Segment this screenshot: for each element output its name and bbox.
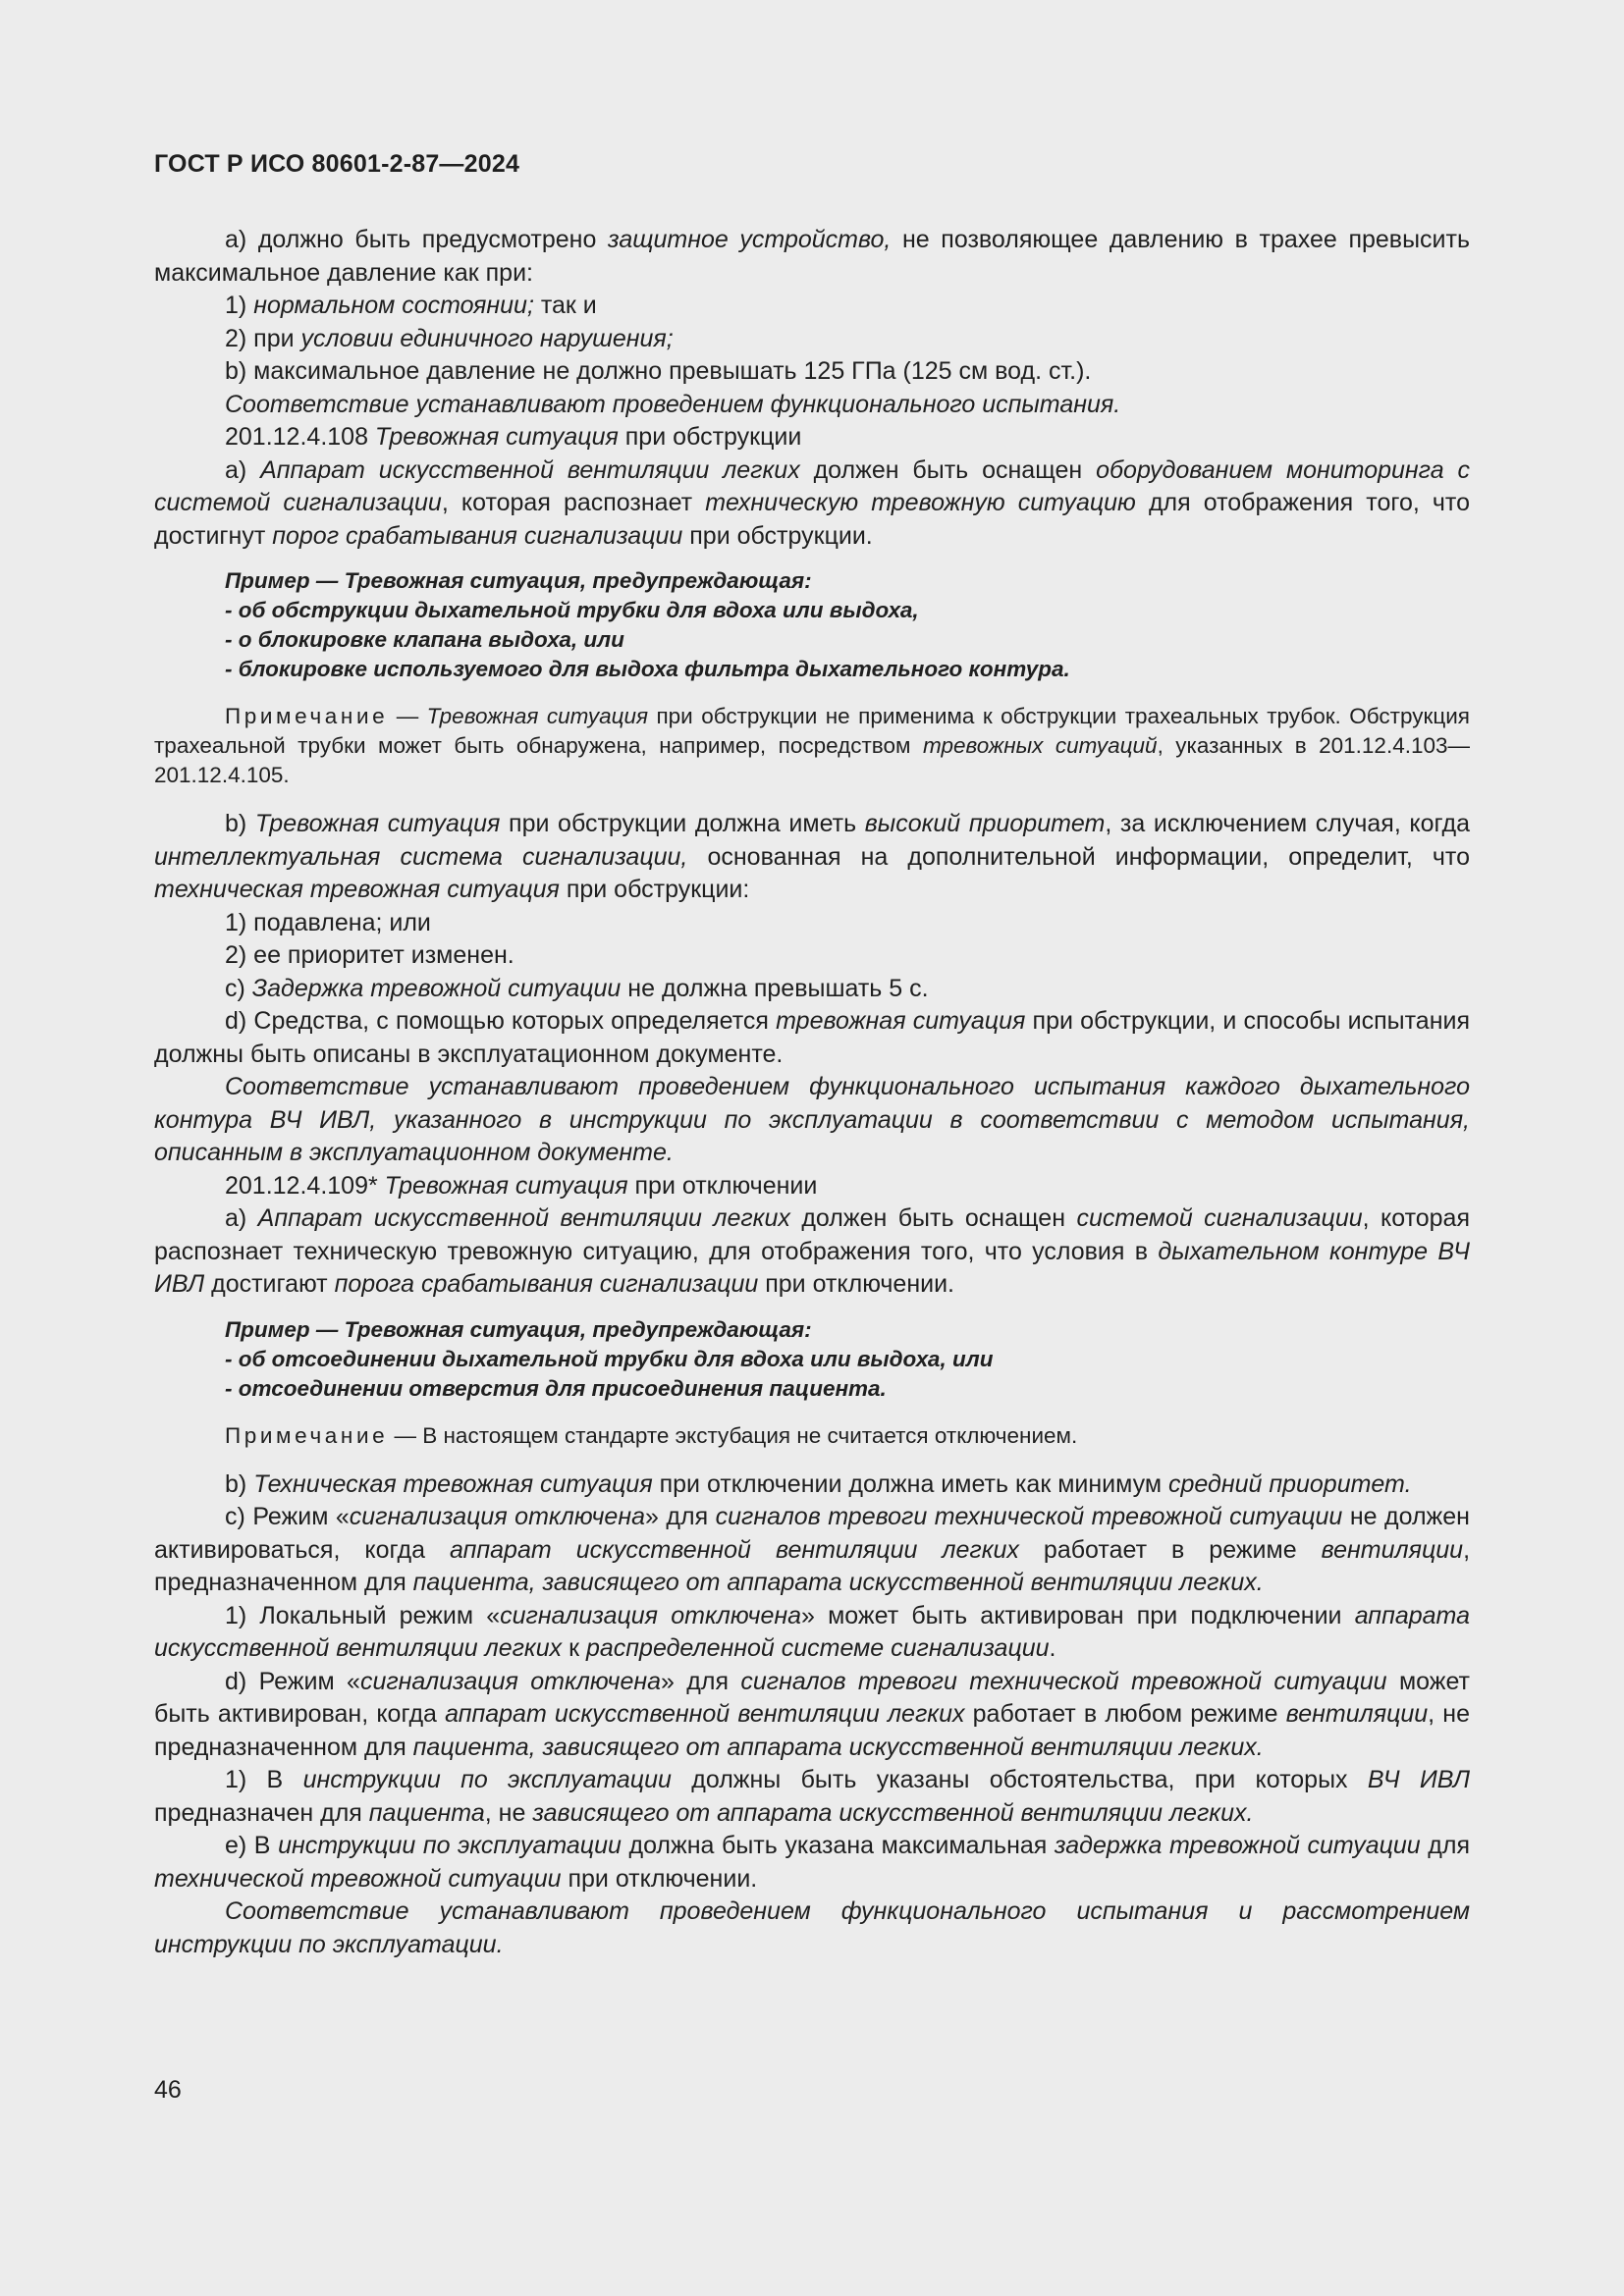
section-heading-201-12-4-109: 201.12.4.109* Тревожная ситуация при отключении — [225, 1171, 818, 1200]
document-header: ГОСТ Р ИСО 80601-2-87—2024 — [154, 150, 520, 178]
note-extubation: Примечание — В настоящем стандарте экстубация не считается отключением. — [225, 1422, 1078, 1448]
paragraph-d-means-described: d) Средства, с помощью которых определяется тревожная ситуация при обструкции, и способы испытания должны быть описаны в эксплуатационном документе. — [154, 1007, 1470, 1068]
paragraph-b-max-pressure: b) максимальное давление не должно превышать 125 ГПа (125 см вод. ст.). — [225, 357, 1092, 385]
example-line: - о блокировке клапана выдоха, или — [225, 627, 624, 652]
list-item-circumstances: 1) В инструкции по эксплуатации должны быть указаны обстоятельства, при которых ВЧ ИВЛ предназначен для пациента, не зависящего от аппарата искусственной вентиляции легких. — [154, 1766, 1471, 1827]
document-body — [154, 224, 1470, 1961]
note-label: Примечание — [225, 1422, 389, 1448]
compliance-statement-breathing-circuit: Соответствие устанавливают проведением функционального испытания каждого дыхательного контура ВЧ ИВЛ, указанного в инструкции по эксплуатации в соответствии с методом испытания, описанным в эксплуатационном документе. — [154, 1073, 1470, 1166]
paragraph-a-protective-device: a) должно быть предусмотрено защитное устройство, не позволяющее давлению в трахее превысить максимальное давление как при: — [154, 226, 1470, 287]
example-title: Пример — Тревожная ситуация, предупреждающая: — [225, 1316, 812, 1342]
paragraph-d-alarm-off-activation: d) Режим «сигнализация отключена» для сигналов тревоги технической тревожной ситуации может быть активирован, когда аппарат искусственной вентиляции легких работает в любом режиме вентиляции, не предназначенном для пациента, зависящего от аппарата искусственной вентиляции легких. — [154, 1667, 1471, 1761]
example-line: - об обструкции дыхательной трубки для вдоха или выдоха, — [225, 598, 919, 622]
paragraph-a-obstruction-monitoring: a) Аппарат искусственной вентиляции легких должен быть оснащен оборудованием мониторинга с системой сигнализации, которая распознает техническую тревожную ситуацию для отображения того, что достигнут порог срабатывания сигнализации при обструкции. — [154, 455, 1470, 550]
example-line: - блокировке используемого для выдоха фильтра дыхательного контура. — [225, 657, 1070, 681]
page-number: 46 — [154, 2076, 182, 2104]
example-line: - об отсоединении дыхательной трубки для вдоха или выдоха, или — [225, 1346, 994, 1371]
list-item-normal-condition: 1) нормальном состоянии; так и — [225, 292, 597, 319]
example-block-obstruction — [225, 566, 1470, 684]
list-item-suppressed: 1) подавлена; или — [225, 908, 431, 936]
paragraph-c-alarm-delay: c) Задержка тревожной ситуации не должна превышать 5 с. — [225, 974, 929, 1002]
list-item-priority-changed: 2) ее приоритет изменен. — [225, 941, 514, 969]
paragraph-a-disconnection-alarm: a) Аппарат искусственной вентиляции легких должен быть оснащен системой сигнализации, которая распознает техническую тревожную ситуацию, для отображения того, что условия в дыхательном контуре ВЧ ИВЛ достигают порога срабатывания сигнализации при отключении. — [154, 1204, 1470, 1298]
paragraph-c-alarm-off-mode: c) Режим «сигнализация отключена» для сигналов тревоги технической тревожной ситуации не должен активироваться, когда аппарат искусственной вентиляции легких работает в режиме вентиляции, предназначенном для пациента, зависящего от аппарата искусственной вентиляции легких. — [154, 1503, 1471, 1596]
compliance-statement-final: Соответствие устанавливают проведением функционального испытания и рассмотрением инструкции по эксплуатации. — [154, 1897, 1470, 1958]
list-item-single-fault: 2) при условии единичного нарушения; — [225, 324, 674, 352]
list-item-local-alarm-off: 1) Локальный режим «сигнализация отключена» может быть активирован при подключении аппарата искусственной вентиляции легких к распределенной системе сигнализации. — [154, 1601, 1470, 1662]
compliance-statement: Соответствие устанавливают проведением функционального испытания. — [225, 390, 1121, 418]
note-obstruction: Примечание — Тревожная ситуация при обструкции не применима к обструкции трахеальных трубок. Обструкция трахеальной трубки может быть обнаружена, например, посредством тревожных ситуаций, указанных в 201.12.4.103—201.12.4.105. — [154, 704, 1470, 787]
paragraph-b-high-priority: b) Тревожная ситуация при обструкции должна иметь высокий приоритет, за исключением случая, когда интеллектуальная система сигнализации, основанная на дополнительной информации, определит, что техническая тревожная ситуация при обструкции: — [154, 810, 1470, 903]
note-label: Примечание — [225, 704, 389, 728]
example-block-disconnection — [225, 1315, 1470, 1404]
example-title: Пример — Тревожная ситуация, предупреждающая: — [225, 568, 812, 593]
paragraph-e-max-delay: e) В инструкции по эксплуатации должна быть указана максимальная задержка тревожной ситуации для технической тревожной ситуации при отключении. — [154, 1832, 1471, 1893]
section-heading-201-12-4-108: 201.12.4.108 Тревожная ситуация при обструкции — [225, 423, 802, 451]
paragraph-b-medium-priority: b) Техническая тревожная ситуация при отключении должна иметь как минимум средний приоритет. — [225, 1469, 1412, 1498]
example-line: - отсоединении отверстия для присоединения пациента. — [225, 1375, 887, 1401]
